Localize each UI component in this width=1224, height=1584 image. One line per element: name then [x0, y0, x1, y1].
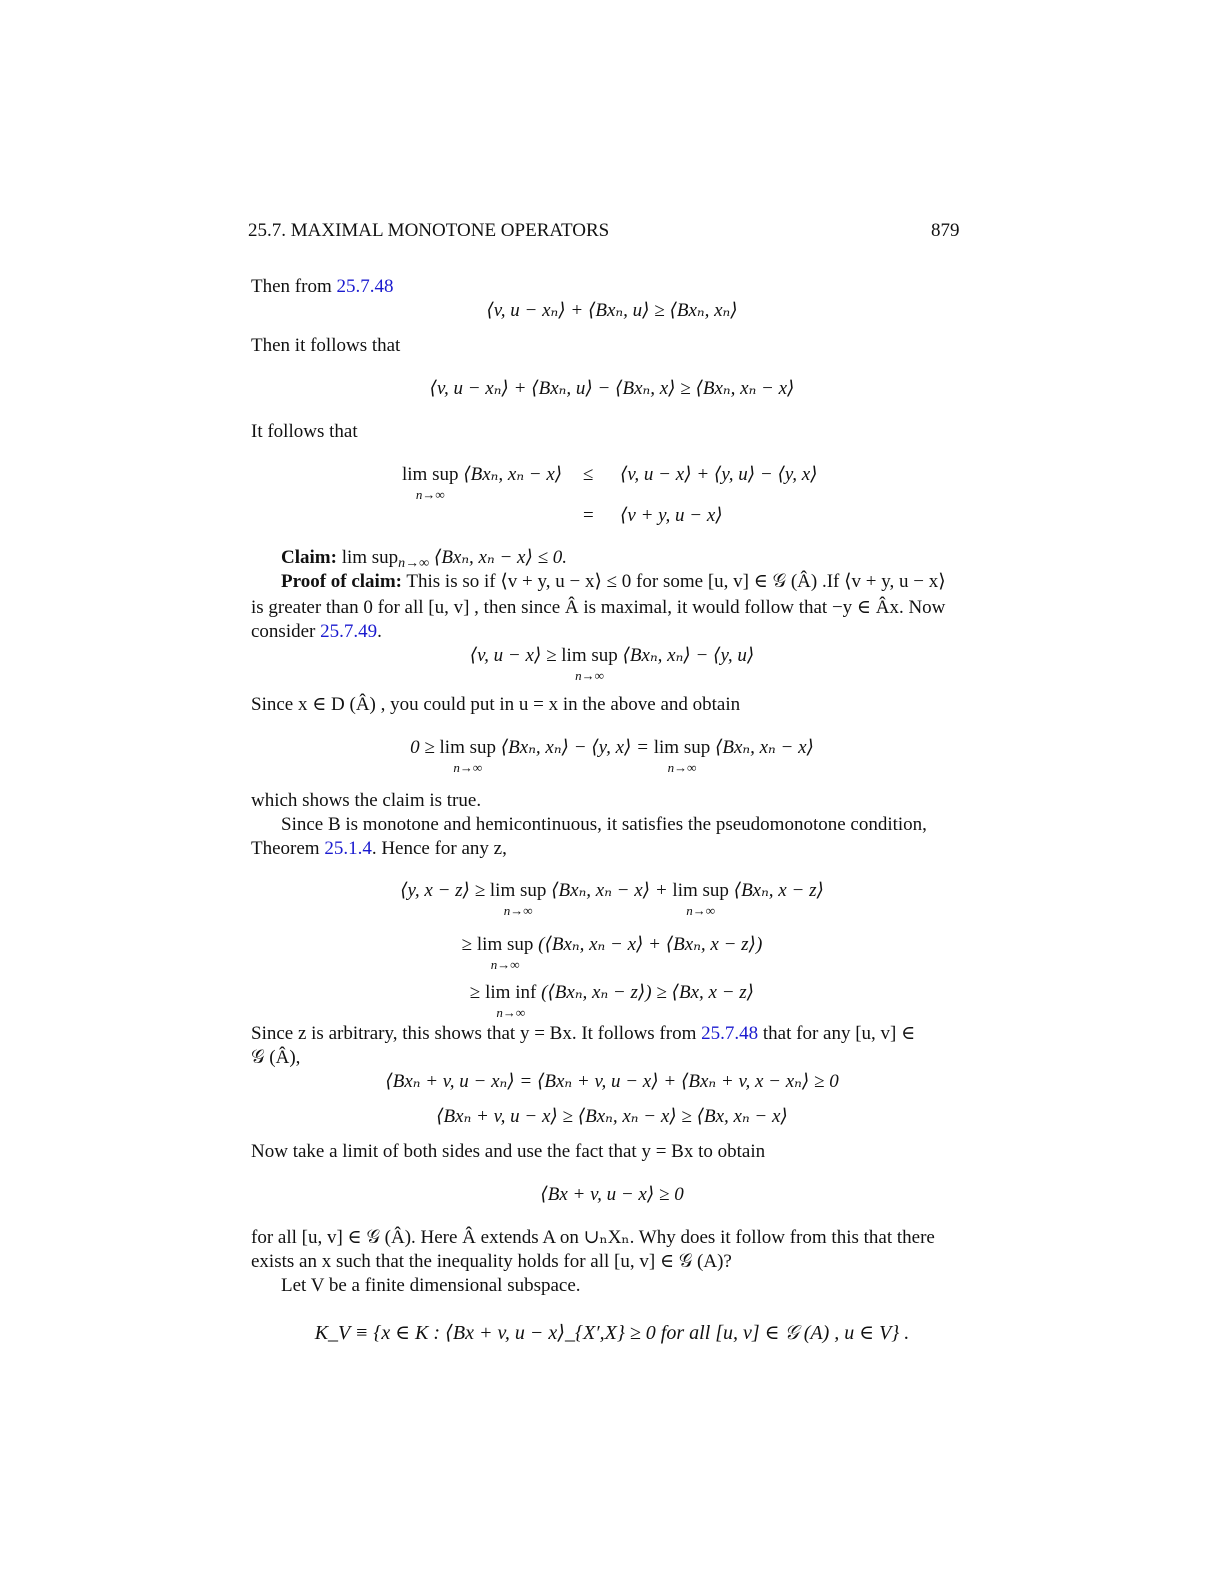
paragraph: Since B is monotone and hemicontinuous, it satisfies the pseudomonotone condition, — [281, 814, 927, 835]
equation-3-rhs2: ⟨v + y, u − x⟩ — [620, 505, 723, 526]
equation-ref-link[interactable]: 25.7.48 — [701, 1023, 759, 1044]
claim-label: Claim: — [281, 547, 337, 568]
proof-label: Proof of claim: — [281, 571, 402, 592]
paragraph: Let V be a finite dimensional subspace. — [281, 1275, 581, 1296]
equation-10: ⟨Bxₙ + v, u − x⟩ ≥ ⟨Bxₙ, xₙ − x⟩ ≥ ⟨Bx, xₙ − x⟩ — [436, 1106, 788, 1127]
proof: Proof of claim: This is so if ⟨v + y, u − x⟩ ≤ 0 for some [u, v] ∈ 𝒢 (Â) .If ⟨v + y, u − x⟩ — [281, 571, 946, 592]
paragraph: which shows the claim is true. — [251, 790, 482, 811]
paragraph: Since z is arbitrary, this shows that y = Bx. It follows from 25.7.48 that for any [u, v] ∈ — [251, 1023, 916, 1044]
relation: ≤ — [583, 464, 594, 485]
paragraph — [251, 276, 393, 298]
equation-12: K_V ≡ {x ∈ K : ⟨Bx + v, u − x⟩_{X′,X} ≥ 0 for all [u, v] ∈ 𝒢 (A) , u ∈ V} . — [314, 1322, 910, 1344]
equation-9: ⟨Bxₙ + v, u − xₙ⟩ = ⟨Bxₙ + v, u − x⟩ + ⟨Bxₙ + v, x − xₙ⟩ ≥ 0 — [385, 1071, 839, 1092]
paragraph: 𝒢 (Â), — [251, 1047, 301, 1068]
equation-3-lhs: lim sup n→∞ ⟨Bxₙ, xₙ − x⟩ — [402, 464, 563, 502]
paragraph: Now take a limit of both sides and use the fact that y = Bx to obtain — [251, 1141, 766, 1162]
claim: Claim: lim sup$_{n\to\infty}$ ⟨Bxₙ, xₙ − x⟩ ≤ 0. — [281, 547, 568, 571]
equation-3-rhs1: ⟨v, u − x⟩ + ⟨y, u⟩ − ⟨y, x⟩ — [620, 464, 818, 485]
running-header: 25.7. MAXIMAL MONOTONE OPERATORS — [248, 220, 610, 241]
equation-2: ⟨v, u − xₙ⟩ + ⟨Bxₙ, u⟩ − ⟨Bxₙ, x⟩ ≥ ⟨Bxₙ, xₙ − x⟩ — [429, 378, 795, 399]
page-number: 879 — [931, 220, 960, 241]
equation-1: ⟨v, u − xₙ⟩ + ⟨Bxₙ, u⟩ ≥ ⟨Bxₙ, xₙ⟩ — [486, 300, 738, 321]
paragraph: Then it follows that — [251, 335, 401, 356]
paragraph: It follows that — [251, 421, 358, 442]
paragraph: consider 25.7.49. — [251, 621, 382, 642]
equation-7: ≥ lim sup n→∞ (⟨Bxₙ, xₙ − x⟩ + ⟨Bxₙ, x − z⟩) — [461, 934, 763, 972]
equation-ref-link[interactable]: 25.7.49 — [320, 621, 378, 642]
paragraph: Since x ∈ D (Â) , you could put in u = x in the above and obtain — [251, 694, 741, 715]
equation-5: 0 ≥ lim sup n→∞ ⟨Bxₙ, xₙ⟩ − ⟨y, x⟩ = lim sup n→∞ ⟨Bxₙ, xₙ − x⟩ — [410, 737, 814, 775]
paragraph: Theorem 25.1.4. Hence for any z, — [251, 838, 507, 859]
equation-4: ⟨v, u − x⟩ ≥ lim sup n→∞ ⟨Bxₙ, xₙ⟩ − ⟨y, u⟩ — [469, 645, 755, 683]
paragraph: exists an x such that the inequality holds for all [u, v] ∈ 𝒢 (A)? — [251, 1251, 732, 1272]
theorem-ref-link[interactable]: 25.1.4 — [324, 838, 372, 859]
relation: = — [583, 505, 594, 526]
equation-8: ≥ lim inf n→∞ (⟨Bxₙ, xₙ − z⟩) ≥ ⟨Bx, x − z⟩ — [469, 982, 755, 1020]
equation-6: ⟨y, x − z⟩ ≥ lim sup n→∞ ⟨Bxₙ, xₙ − x⟩ + lim sup n→∞ ⟨Bxₙ, x − z⟩ — [400, 880, 824, 918]
limsup-operator: lim sup n→∞ — [402, 464, 459, 502]
equation-ref-link[interactable]: 25.7.48 — [336, 276, 394, 297]
equation-11: ⟨Bx + v, u − x⟩ ≥ 0 — [540, 1184, 684, 1205]
paragraph: is greater than 0 for all [u, v] , then since Â is maximal, it would follow that −y ∈ Âx. Now — [251, 597, 946, 618]
text: Then from — [251, 276, 337, 297]
paragraph: for all [u, v] ∈ 𝒢 (Â). Here Â extends A on ∪ₙXₙ. Why does it follow from this that there — [251, 1227, 935, 1248]
